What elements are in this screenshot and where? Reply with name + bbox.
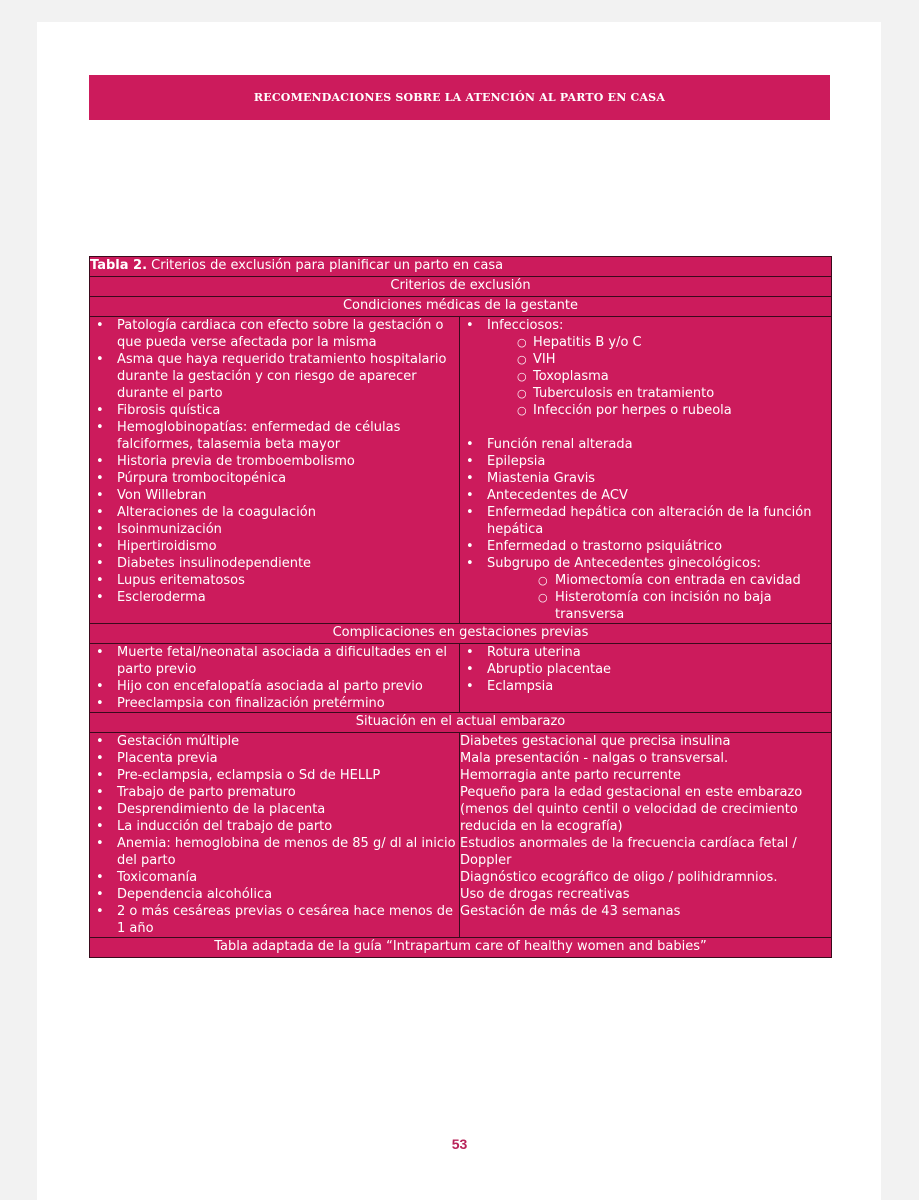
list-item [460, 555, 831, 623]
list-item: • Enfermedad hepática con alteración de la función hepática [460, 504, 831, 538]
list-item [460, 317, 831, 419]
list-item: • Trabajo de parto prematuro [90, 784, 459, 801]
list-item: Estudios anormales de la frecuencia cardíaca fetal / Doppler [460, 836, 797, 868]
previous-left-cell [90, 644, 460, 713]
list-item: • Preeclampsia con finalización pretérmino [90, 695, 459, 712]
list-item: ○ Histerotomía con incisión no baja transversa [487, 589, 831, 623]
spacer [460, 419, 831, 436]
list-item: • Von Willebran [90, 487, 459, 504]
list-item: • Antecedentes de ACV [460, 487, 831, 504]
list-item: • Muerte fetal/neonatal asociada a dificultades en el parto previo [90, 644, 459, 678]
table-caption [90, 257, 832, 277]
list-item: • Pre-eclampsia, eclampsia o Sd de HELLP [90, 767, 459, 784]
list-item: • Dependencia alcohólica [90, 886, 459, 903]
table-caption-label: Tabla 2. [90, 258, 148, 273]
header-title: RECOMENDACIONES SOBRE LA ATENCIÓN AL PARTO EN CASA [253, 91, 666, 104]
list-item: • Isoinmunización [90, 521, 459, 538]
infectious-sublist [487, 334, 831, 419]
exclusion-criteria-table [89, 256, 832, 958]
section-title-medical: Condiciones médicas de la gestante [90, 297, 832, 317]
list-item: Diabetes gestacional que precisa insulina [460, 734, 731, 749]
list-item: • Miastenia Gravis [460, 470, 831, 487]
list-item: • Enfermedad o trastorno psiquiátrico [460, 538, 831, 555]
medical-left-cell [90, 317, 460, 624]
list-item: ○ Tuberculosis en tratamiento [487, 385, 831, 402]
main-heading: Criterios de exclusión [90, 277, 832, 297]
list-item: ○ Hepatitis B y/o C [487, 334, 831, 351]
list-item: • Patología cardiaca con efecto sobre la gestación o que pueda verse afectada por la misma [90, 317, 459, 351]
list-item: ○ Miomectomía con entrada en cavidad [487, 572, 831, 589]
section-title-current: Situación en el actual embarazo [90, 713, 832, 733]
list-item: • Abruptio placentae [460, 661, 831, 678]
page-number: 53 [451, 1136, 468, 1152]
infectious-list [460, 317, 831, 419]
header-band [89, 75, 830, 120]
list-item: • Epilepsia [460, 453, 831, 470]
infectious-label: Infecciosos: [487, 318, 564, 333]
gyn-list [460, 555, 831, 623]
list-item: • Fibrosis quística [90, 402, 459, 419]
list-item: • Eclampsia [460, 678, 831, 695]
list-item: • Toxicomanía [90, 869, 459, 886]
list-item: • Diabetes insulinodependiente [90, 555, 459, 572]
previous-right-cell [460, 644, 832, 713]
list-item: ○ Infección por herpes o rubeola [487, 402, 831, 419]
list-item: • Placenta previa [90, 750, 459, 767]
previous-right-list [460, 644, 831, 695]
list-item: • Púrpura trombocitopénica [90, 470, 459, 487]
list-item: • Desprendimiento de la placenta [90, 801, 459, 818]
list-item: • Historia previa de tromboembolismo [90, 453, 459, 470]
list-item: • Función renal alterada [460, 436, 831, 453]
current-left-list [90, 733, 459, 937]
list-item: Uso de drogas recreativas [460, 887, 630, 902]
list-item: Gestación de más de 43 semanas [460, 904, 681, 919]
list-item: • Asma que haya requerido tratamiento hospitalario durante la gestación y con riesgo de aparecer durante el parto [90, 351, 459, 402]
list-item: • Escleroderma [90, 589, 459, 606]
list-item: • Rotura uterina [460, 644, 831, 661]
list-item: • Anemia: hemoglobina de menos de 85 g/ dl al inicio del parto [90, 835, 459, 869]
medical-right-list [460, 436, 831, 555]
list-item: Mala presentación - nalgas o transversal. [460, 751, 729, 766]
list-item: ○ Toxoplasma [487, 368, 831, 385]
list-item: Diagnóstico ecográfico de oligo / polihidramnios. [460, 870, 778, 885]
medical-left-list [90, 317, 459, 606]
list-item: • 2 o más cesáreas previas o cesárea hace menos de 1 año [90, 903, 459, 937]
gyn-label: Subgrupo de Antecedentes ginecológicos: [487, 556, 762, 571]
list-item: • Alteraciones de la coagulación [90, 504, 459, 521]
current-right-list [460, 733, 831, 920]
list-item: • Gestación múltiple [90, 733, 459, 750]
list-item: ○ VIH [487, 351, 831, 368]
list-item: • Hemoglobinopatías: enfermedad de células falciformes, talasemia beta mayor [90, 419, 459, 453]
section-title-previous: Complicaciones en gestaciones previas [90, 624, 832, 644]
list-item: • Hijo con encefalopatía asociada al parto previo [90, 678, 459, 695]
current-left-cell [90, 733, 460, 938]
list-item: Hemorragia ante parto recurrente [460, 768, 681, 783]
gyn-sublist [487, 572, 831, 623]
list-item: • La inducción del trabajo de parto [90, 818, 459, 835]
previous-left-list [90, 644, 459, 712]
medical-right-cell [460, 317, 832, 624]
list-item: • Lupus eritematosos [90, 572, 459, 589]
table-caption-text: Criterios de exclusión para planificar un parto en casa [147, 258, 504, 273]
table-footer: Tabla adaptada de la guía “Intrapartum care of healthy women and babies” [90, 938, 832, 958]
list-item: Pequeño para la edad gestacional en este embarazo (menos del quinto centil o velocidad de crecimiento reducida en la ecografía) [460, 785, 803, 834]
current-right-cell [460, 733, 832, 938]
list-item: • Hipertiroidismo [90, 538, 459, 555]
